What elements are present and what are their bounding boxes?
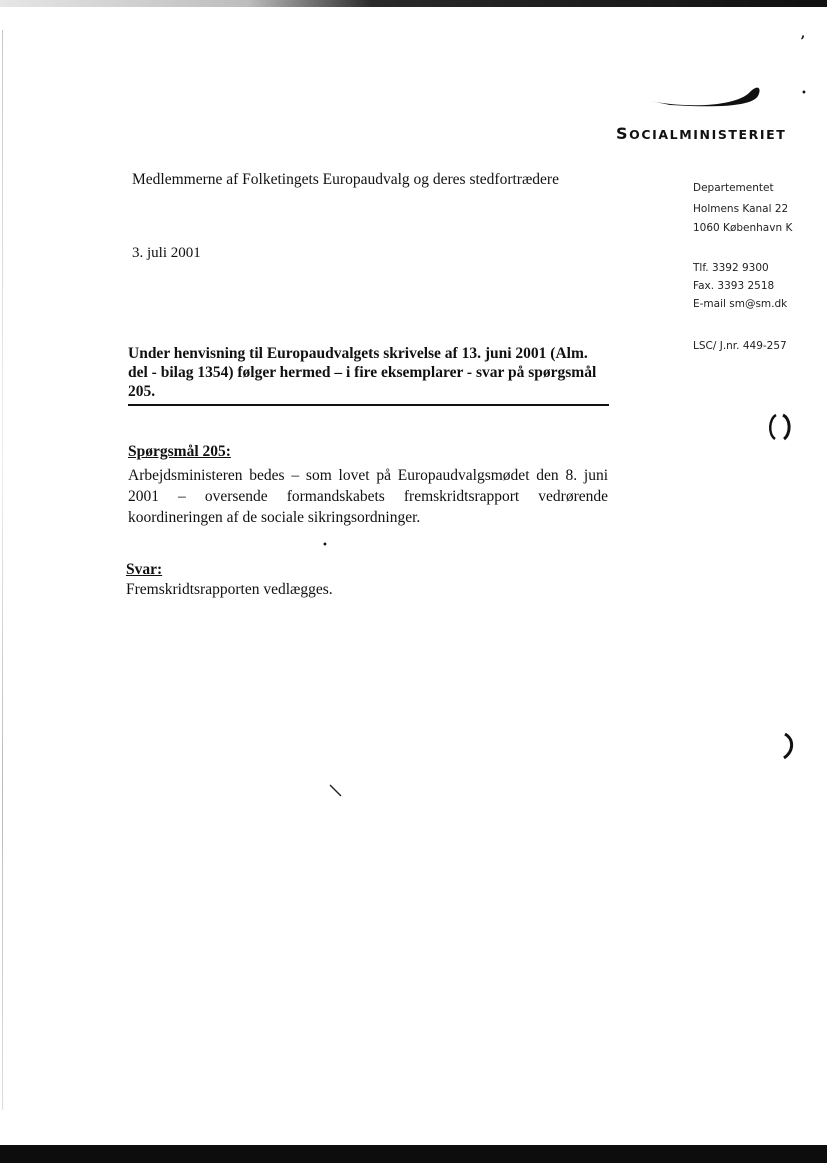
sender-city: 1060 København K <box>693 222 793 234</box>
answer-text: Fremskridtsrapporten vedlægges. <box>126 581 333 598</box>
question-text: Arbejdsministeren bedes – som lovet på Europaudvalgsmødet den 8. juni 2001 – oversende formandskabets fremskridtsrapport vedrørende koordineringen af de sociale sikringsordninger. <box>128 467 608 526</box>
question-heading: Spørgsmål 205: <box>128 443 231 460</box>
sender-department: Departementet <box>693 182 774 194</box>
scan-edge-left <box>2 30 3 1110</box>
scan-speck: • <box>801 88 807 99</box>
subject-divider <box>128 404 609 406</box>
sender-phone: Tlf. 3392 9300 <box>693 262 769 274</box>
subject-paragraph <box>128 344 614 401</box>
addressee: Medlemmerne af Folketingets Europaudvalg og deres stedfortrædere <box>132 171 559 188</box>
scan-speck: • <box>322 540 328 551</box>
answer-heading: Svar: <box>126 561 163 578</box>
punch-hole-mark <box>766 412 794 442</box>
ministry-name <box>616 124 786 143</box>
letter-date: 3. juli 2001 <box>132 245 201 261</box>
subject-line: del - bilag 1354) følger hermed – i fire eksemplarer - svar på spørgsmål <box>128 364 597 381</box>
sender-fax: Fax. 3393 2518 <box>693 280 775 292</box>
ministry-logo-swoosh <box>640 78 770 114</box>
scan-edge-top <box>0 0 827 7</box>
sender-email: E-mail sm@sm.dk <box>693 298 788 310</box>
sender-street: Holmens Kanal 22 <box>693 203 789 215</box>
subject-line: 205. <box>128 383 156 400</box>
scan-speck: ʼ <box>800 34 805 50</box>
ministry-name-rest: OCIALMINISTERIET <box>629 127 787 142</box>
scan-speck <box>329 784 343 798</box>
reference-number: LSC/ J.nr. 449-257 <box>693 340 787 352</box>
scan-edge-bottom <box>0 1145 827 1163</box>
subject-line: Under henvisning til Europaudvalgets skrivelse af 13. juni 2001 (Alm. <box>128 345 588 362</box>
ministry-name-initial: S <box>616 124 630 143</box>
punch-hole-mark <box>780 731 798 761</box>
